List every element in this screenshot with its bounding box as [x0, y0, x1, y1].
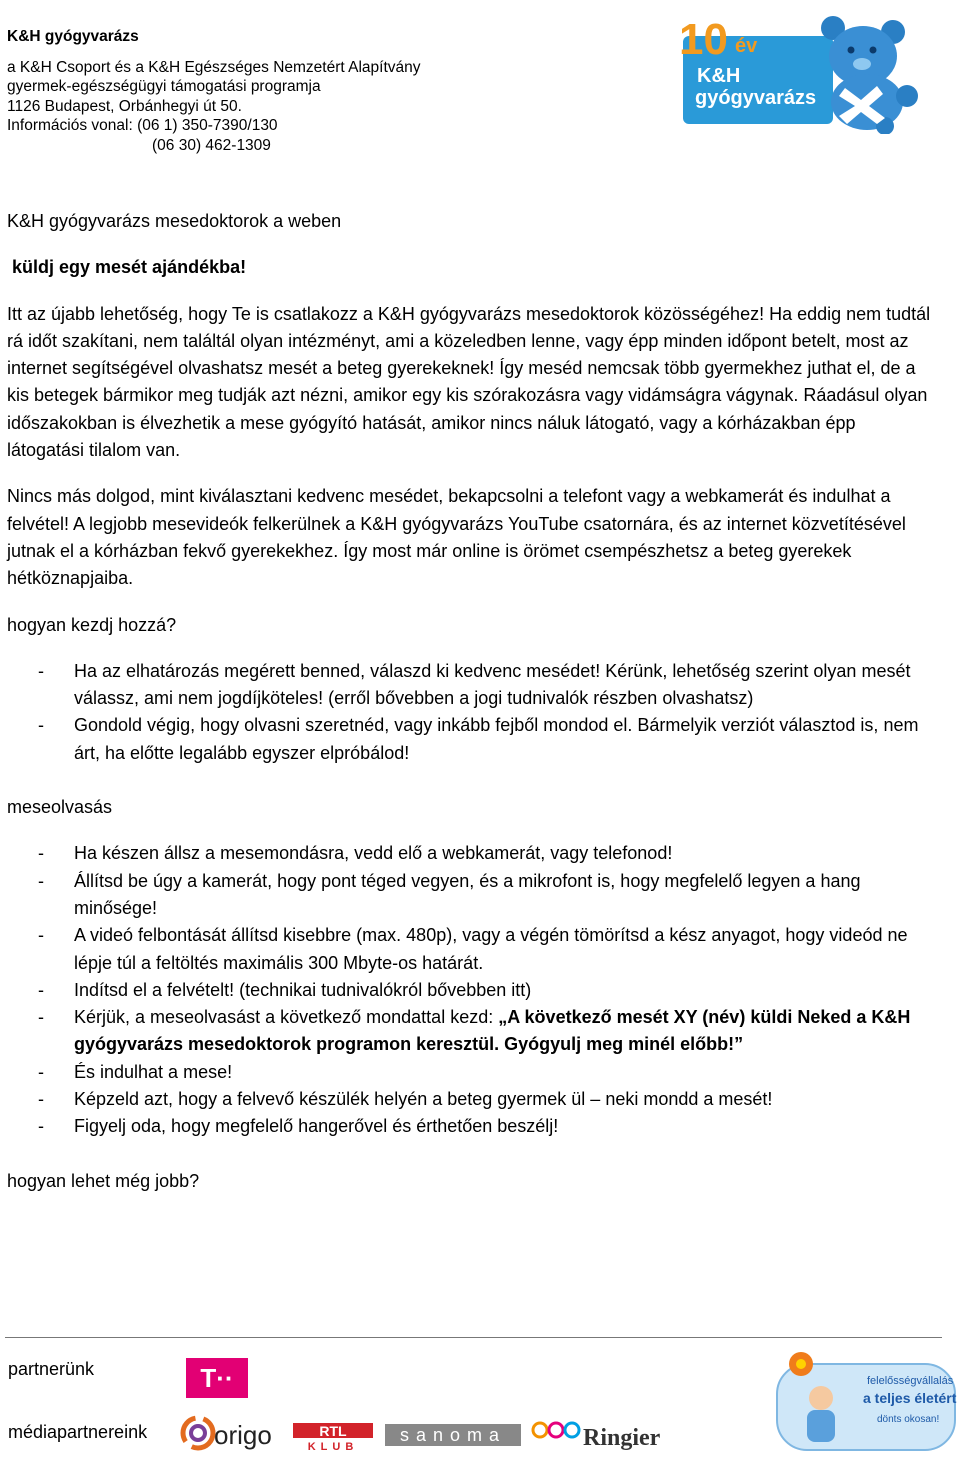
telekom-mark: T··: [200, 1363, 234, 1393]
list-item: - Indítsd el a felvételt! (technikai tudnivalókról bővebben itt): [7, 977, 937, 1004]
header-line: a K&H Csoport és a K&H Egészséges Nemzetért Alapítvány: [7, 58, 421, 76]
quote-text: „A következő mesét XY (név) küldi Neked a K&H gyógyvarázs mesedoktorok programon keresztül. Gyógyulj meg minél előbb!”: [74, 1007, 911, 1055]
sanoma-logo: [385, 1424, 521, 1446]
header-line: gyermek-egészségügyi támogatási programja: [7, 78, 321, 96]
page-heading: K&H gyógyvarázs mesedoktorok a weben: [7, 211, 342, 231]
section-title-start: hogyan kezdj hozzá?: [7, 614, 177, 635]
list-item: - Állítsd be úgy a kamerát, hogy pont téged vegyen, és a mikrofont is, hogy megfelelő legyen a hang minősége!: [7, 868, 937, 923]
rtl-text: RTL: [319, 1423, 347, 1439]
logo-line1: K&H: [697, 65, 741, 87]
page-subheading: küldj egy mesét ajándékba!: [12, 257, 247, 278]
list-item: - Gondold végig, hogy olvasni szeretnéd, vagy inkább fejből mondod el. Bármelyik verziót választod is, nem árt, ha előtte legalább egyszer elpróbálod!: [7, 712, 937, 767]
start-list: [7, 658, 937, 767]
header-line: Információs vonal: (06 1) 350-7390/130: [7, 117, 278, 135]
reading-list: [7, 840, 937, 1140]
kh-gyogyvarazs-10-ev-logo: [675, 6, 920, 134]
logo-line2: gyógyvarázs: [695, 87, 817, 109]
list-item: - A videó felbontását állítsd kisebbre (max. 480p), vagy a végén tömörítsd a kész anyagot, hogy videód ne lépje túl a feltöltés maximális 300 Mbyte-os határát.: [7, 922, 937, 977]
header-block: [7, 27, 421, 156]
child-figure-icon: [807, 1386, 835, 1442]
section-title-reading: meseolvasás: [7, 797, 113, 818]
list-item: - Figyelj oda, hogy megfelelő hangerővel és érthetően beszélj!: [7, 1113, 937, 1140]
list-item: - Ha készen állsz a mesemondásra, vedd elő a webkamerát, vagy telefonod!: [7, 840, 937, 867]
header-line: 1126 Budapest, Orbánhegyi út 50.: [7, 97, 242, 115]
csr-logo: [775, 1348, 959, 1452]
header-phone2: (06 30) 462-1309: [152, 136, 271, 154]
footer-divider: [5, 1337, 942, 1338]
instructions-paragraph: Nincs más dolgod, mint kiválasztani kedvenc mesédet, bekapcsolni a telefont vagy a webkamerát és indulhat a felvétel! A legjobb mesevideók felkerülnek a K&H gyógyvarázs YouTube csatornára, és az internet közvetítésével jutnak el a kórházban fekvő gyerekekhez. Így most már online is örömet csempészhetsz a beteg gyerekek hétköznapjaiba.: [7, 486, 906, 589]
intro-paragraph: Itt az újabb lehetőség, hogy Te is csatlakozz a K&H gyógyvarázs mesedoktorok közösségéhez! Ha eddig nem tudtál rá időt szakítani, nem találtál olyan intézményt, ami a közeledben lenne, vagy épp minden időpont betelt, most az internet segítségével olvashatsz mesét a beteg gyerekeknek! Így meséd nemcsak több gyermekhez juthat el, de a kis betegek bármikor meg tudják azt nézni, amikor egy kis szórakozásra vagy vidámságra vágynak. Ráadásul olyan időszakokban is élvezhetik a mese gyógyító hatását, amikor nincs náluk látogató, vagy a kórházakban épp látogatási tilalom van.: [7, 303, 931, 461]
origo-logo: [178, 1412, 278, 1454]
telekom-logo: [186, 1358, 248, 1398]
sanoma-text: sanoma: [399, 1425, 507, 1445]
ringier-logo: [531, 1418, 671, 1452]
header-title: K&H gyógyvarázs: [7, 28, 139, 45]
list-item: - Ha az elhatározás megérett benned, válaszd ki kedvenc mesédet! Kérünk, lehetőség szerint olyan mesét válassz, ami nem jogdíjköteles! (erről bővebben a jogi tudnivalók részben olvashatsz): [7, 658, 937, 713]
rtl-klub-logo: [293, 1423, 373, 1451]
csr-line2: a teljes életért: [863, 1390, 957, 1406]
section-title-better: hogyan lehet még jobb?: [7, 1170, 200, 1191]
ringier-text: Ringier: [583, 1425, 661, 1451]
origo-text: origo: [214, 1420, 272, 1450]
logo-years: 10: [679, 15, 728, 64]
csr-line3: dönts okosan!: [877, 1414, 940, 1425]
media-partners-label: médiapartnereink: [8, 1422, 148, 1442]
quote-prefix: Kérjük, a meseolvasást a következő mondattal kezd:: [74, 1007, 499, 1028]
main-content: [7, 208, 937, 1195]
klub-text: KLUB: [307, 1441, 359, 1451]
list-item-quote: [7, 1004, 937, 1059]
logo-ev: év: [735, 35, 758, 57]
csr-line1: felelősségvállalás: [867, 1375, 954, 1387]
teddy-bear-icon: [821, 16, 918, 134]
list-item: - És indulhat a mese!: [7, 1059, 937, 1086]
list-item: - Képzeld azt, hogy a felvevő készülék helyén a beteg gyermek ül – neki mondd a mesét!: [7, 1086, 937, 1113]
partner-label: partnerünk: [8, 1359, 95, 1379]
